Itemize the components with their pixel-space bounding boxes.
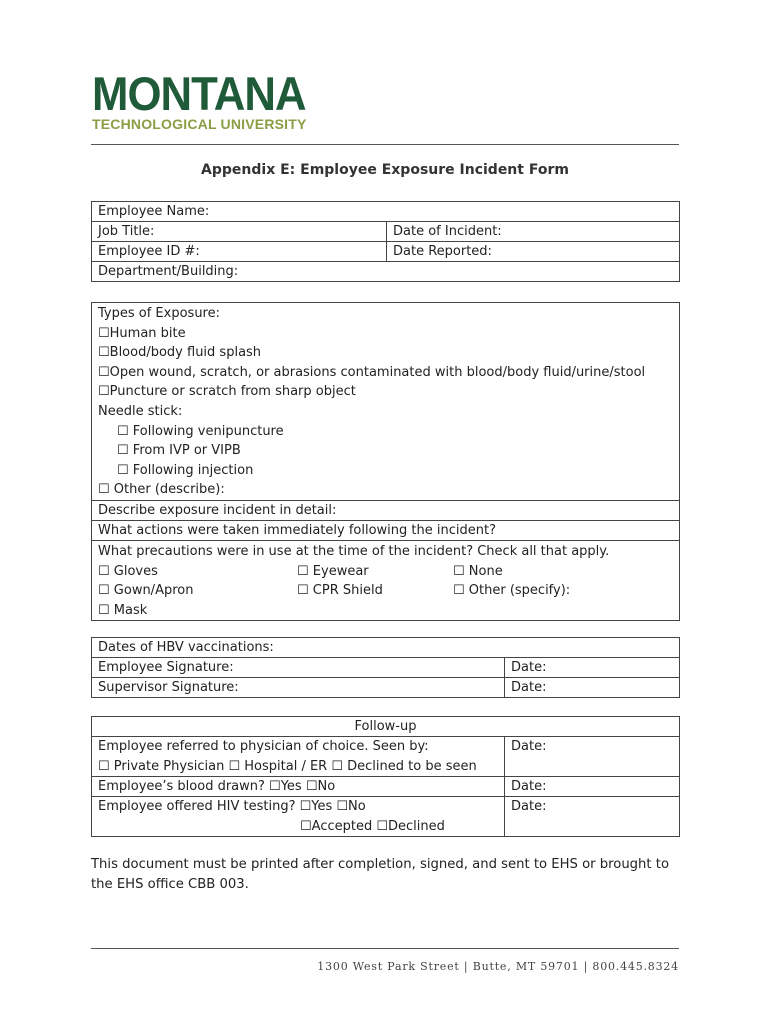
hiv-testing-label[interactable]: Employee offered HIV testing? ☐Yes ☐No	[98, 799, 366, 815]
hiv-testing-date-field[interactable]: Date:	[505, 797, 680, 837]
logo-wordmark: MONTANA	[92, 67, 306, 120]
exposure-table	[91, 302, 680, 621]
university-logo	[92, 67, 322, 132]
referred-date-field[interactable]: Date:	[505, 737, 680, 777]
cpr-shield-checkbox[interactable]: ☐ CPR Shield	[297, 583, 383, 599]
logo-subtitle: TECHNOLOGICAL UNIVERSITY	[92, 116, 307, 132]
hiv-testing-section	[92, 797, 505, 837]
employee-signature-field[interactable]: Employee Signature:	[92, 658, 505, 678]
precautions-row-1	[98, 562, 673, 582]
needle-stick-label: Needle stick:	[98, 403, 183, 419]
employee-info-table	[91, 201, 680, 282]
venipuncture-checkbox[interactable]: ☐ Following venipuncture	[117, 423, 284, 439]
other-specify-checkbox[interactable]: ☐ Other (specify):	[453, 583, 571, 599]
precautions-question: What precautions were in use at the time of the incident? Check all that apply.	[98, 543, 610, 559]
followup-heading: Follow-up	[92, 717, 680, 737]
none-checkbox[interactable]: ☐ None	[453, 563, 503, 579]
human-bite-checkbox[interactable]: ☐Human bite	[98, 325, 186, 341]
injection-checkbox[interactable]: ☐ Following injection	[117, 462, 254, 478]
supervisor-signature-date-field[interactable]: Date:	[505, 678, 680, 698]
department-field[interactable]: Department/Building:	[92, 262, 680, 282]
date-reported-field[interactable]: Date Reported:	[387, 242, 680, 262]
open-wound-checkbox[interactable]: ☐Open wound, scratch, or abrasions contaminated with blood/body fluid/urine/stool	[98, 364, 646, 380]
gown-checkbox[interactable]: ☐ Gown/Apron	[98, 583, 194, 599]
actions-taken-field[interactable]: What actions were taken immediately following the incident?	[92, 520, 680, 540]
mask-checkbox[interactable]: ☐ Mask	[98, 602, 148, 618]
precautions-row-2	[98, 581, 673, 601]
blood-drawn-field[interactable]: Employee’s blood drawn? ☐Yes ☐No	[92, 777, 505, 797]
employee-name-field[interactable]: Employee Name:	[92, 202, 680, 222]
describe-incident-field[interactable]: Describe exposure incident in detail:	[92, 500, 680, 520]
puncture-checkbox[interactable]: ☐Puncture or scratch from sharp object	[98, 384, 356, 400]
employee-signature-date-field[interactable]: Date:	[505, 658, 680, 678]
other-describe-checkbox[interactable]: ☐ Other (describe):	[98, 482, 225, 498]
supervisor-signature-field[interactable]: Supervisor Signature:	[92, 678, 505, 698]
hiv-options[interactable]: ☐Accepted ☐Declined	[300, 818, 445, 834]
precautions-section	[92, 540, 680, 620]
hbv-vaccination-field[interactable]: Dates of HBV vaccinations:	[92, 638, 680, 658]
submission-note: This document must be printed after completion, signed, and sent to EHS or brought to the EHS office CBB 003.	[91, 857, 670, 892]
signatures-table	[91, 637, 680, 698]
job-title-field[interactable]: Job Title:	[92, 222, 387, 242]
footer-divider	[91, 948, 679, 949]
header-divider	[91, 144, 679, 145]
referred-section	[92, 737, 505, 777]
ivp-checkbox[interactable]: ☐ From IVP or VIPB	[117, 443, 241, 459]
form-title: Appendix E: Employee Exposure Incident Form	[201, 162, 569, 178]
types-heading: Types of Exposure:	[98, 306, 220, 321]
eyewear-checkbox[interactable]: ☐ Eyewear	[297, 563, 369, 579]
blood-splash-checkbox[interactable]: ☐Blood/body fluid splash	[98, 345, 262, 361]
types-of-exposure-section	[92, 303, 680, 501]
employee-id-field[interactable]: Employee ID #:	[92, 242, 387, 262]
followup-table	[91, 716, 680, 837]
gloves-checkbox[interactable]: ☐ Gloves	[98, 563, 158, 579]
blood-drawn-date-field[interactable]: Date:	[505, 777, 680, 797]
footer-address: 1300 West Park Street | Butte, MT 59701 | 800.445.8324	[317, 960, 679, 973]
seen-by-options[interactable]: ☐ Private Physician ☐ Hospital / ER ☐ Declined to be seen	[98, 758, 477, 774]
date-of-incident-field[interactable]: Date of Incident:	[387, 222, 680, 242]
referred-label: Employee referred to physician of choice. Seen by:	[98, 739, 429, 754]
